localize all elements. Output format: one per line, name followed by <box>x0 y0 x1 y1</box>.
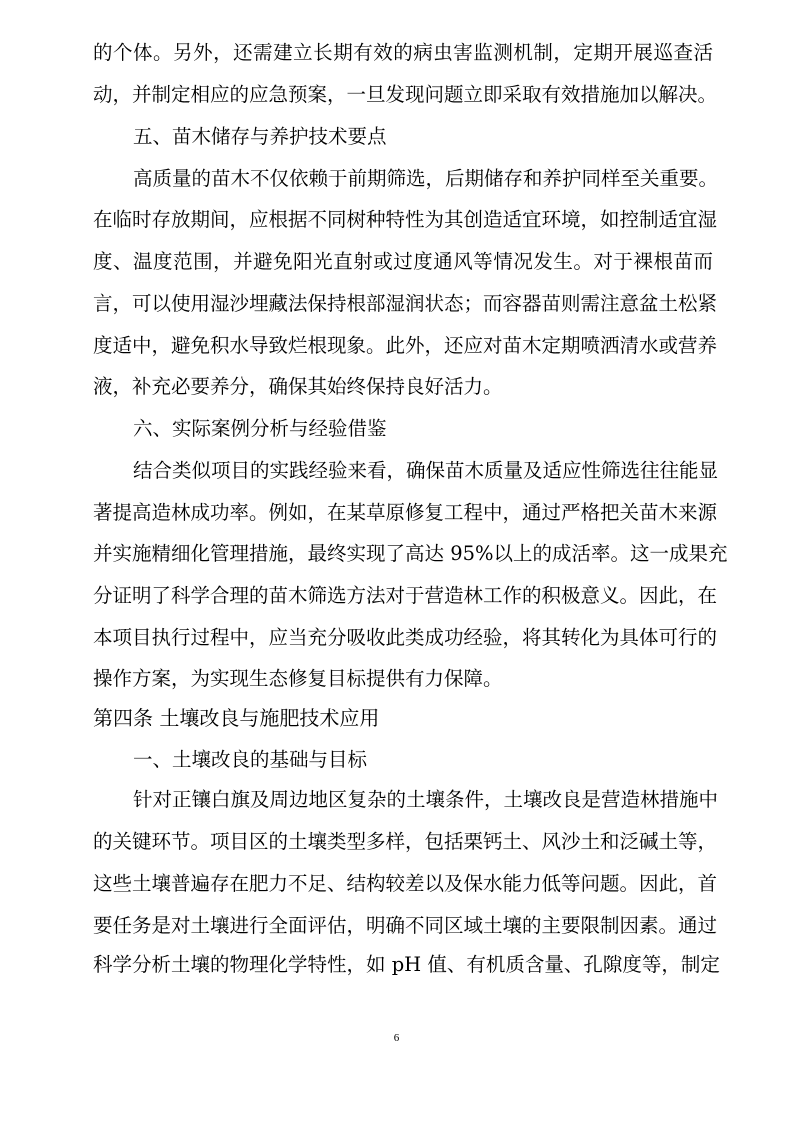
section-heading: 第四条 土壤改良与施肥技术应用 <box>93 706 380 730</box>
text-line: 针对正镶白旗及周边地区复杂的土壤条件，土壤改良是营造林措施中 <box>133 788 719 811</box>
text-line: 的个体。另外，还需建立长期有效的病虫害监测机制，定期开展巡查活 <box>93 41 713 64</box>
text-line: 结合类似项目的实践经验来看，确保苗木质量及适应性筛选往往能显 <box>133 459 719 482</box>
text-line: 一、土壤改良的基础与目标 <box>133 748 368 771</box>
text-line: 在临时存放期间，应根据不同树种特性为其创造适宜环境，如控制适宜湿 <box>93 208 718 231</box>
text-line: 高质量的苗木不仅依赖于前期筛选，后期储存和养护同样至关重要。 <box>133 167 719 190</box>
text-line: 言，可以使用湿沙埋藏法保持根部湿润状态；而容器苗则需注意盆土松紧 <box>93 292 718 315</box>
text-line: 度、温度范围，并避免阳光直射或过度通风等情况发生。对于裸根苗而 <box>93 250 713 273</box>
text-line: 五、苗木储存与养护技术要点 <box>133 125 387 148</box>
text-line: 著提高造林成功率。例如，在某草原修复工程中，通过严格把关苗木来源 <box>93 501 718 524</box>
text-line: 动，并制定相应的应急预案，一旦发现问题立即采取有效措施加以解决。 <box>93 83 718 106</box>
text-line: 六、实际案例分析与经验借鉴 <box>133 417 387 440</box>
text-line: 本项目执行过程中，应当充分吸收此类成功经验，将其转化为具体可行的 <box>93 626 718 649</box>
text-line: 操作方案，为实现生态修复目标提供有力保障。 <box>93 667 503 690</box>
text-line: 分证明了科学合理的苗木筛选方法对于营造林工作的积极意义。因此，在 <box>93 584 718 607</box>
text-line: 度适中，避免积水导致烂根现象。此外，还应对苗木定期喷洒清水或营养 <box>93 334 718 357</box>
text-line: 液，补充必要养分，确保其始终保持良好活力。 <box>93 375 503 398</box>
text-line: 要任务是对土壤进行全面评估，明确不同区域土壤的主要限制因素。通过 <box>93 914 718 937</box>
page-number: 6 <box>393 1032 400 1044</box>
text-line: 科学分析土壤的物理化学特性，如 pH 值、有机质含量、孔隙度等，制定 <box>93 953 720 976</box>
text-line: 的关键环节。项目区的土壤类型多样，包括栗钙土、风沙土和泛碱土等， <box>93 830 718 853</box>
text-line: 这些土壤普遍存在肥力不足、结构较差以及保水能力低等问题。因此，首 <box>93 872 718 895</box>
text-line: 并实施精细化管理措施，最终实现了高达 95%以上的成活率。这一成果充 <box>93 542 728 565</box>
